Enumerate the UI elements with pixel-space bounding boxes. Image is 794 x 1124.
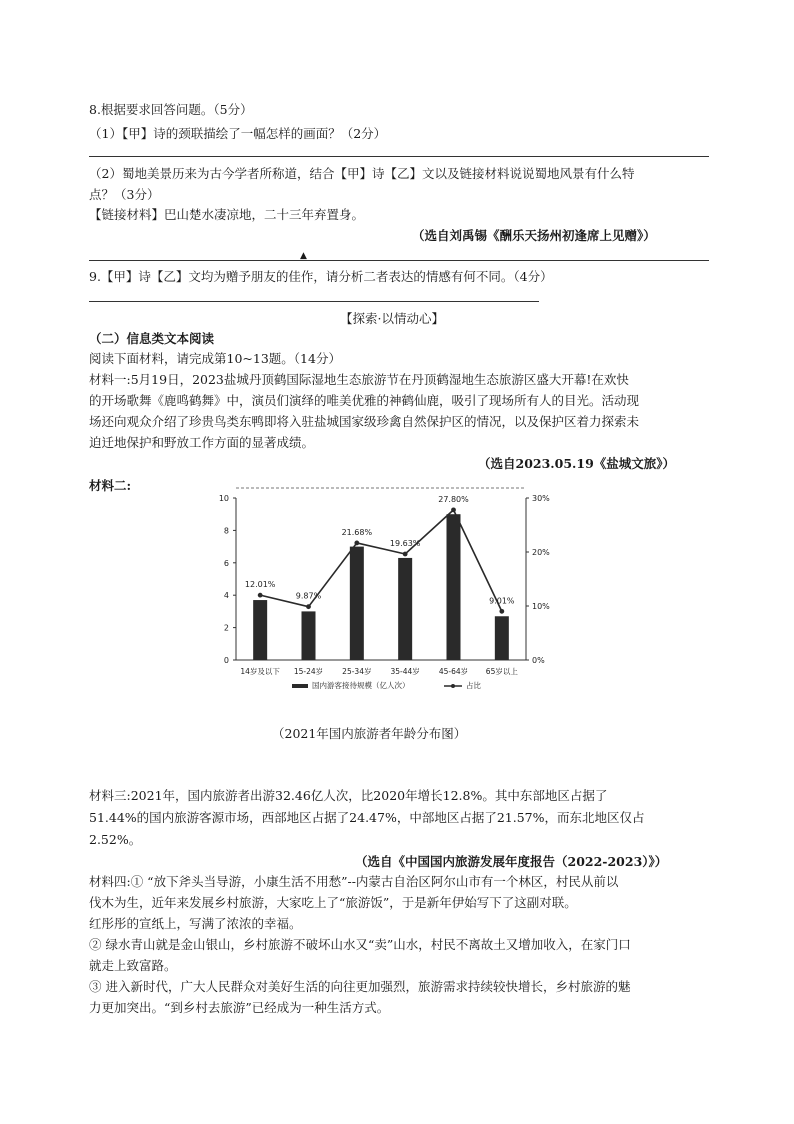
y-right-tick-label: 0% [532,656,545,665]
material3-line1: 材料三:2021年，国内旅游者出游32.46亿人次，比2020年增长12.8%。其中东部地区占据了 [89,788,608,803]
y-left-tick-label: 2 [223,623,229,633]
x-tick-label: 35-44岁 [390,667,420,676]
material1-source: （选自2023.05.19《盐城文旅》） [478,456,676,471]
material4-line6: ③ 进入新时代，广大人民群众对美好生活的向往更加强烈，旅游需求持续较快增长，乡村旅游的魅 [89,979,631,994]
y-left-tick-label: 6 [223,558,229,568]
line-point [451,507,456,512]
q8-title: 8.根据要求回答问题。（5分） [89,102,253,117]
bar [253,600,267,660]
section-heading: （二）信息类文本阅读 [89,331,215,346]
section-instruction: 阅读下面材料，请完成第10~13题。（14分） [89,351,341,366]
bar [398,558,412,660]
x-tick-label: 45-64岁 [438,667,469,676]
line-point [403,552,408,557]
data-label: 9.01% [489,596,515,606]
data-label: 19.63% [389,538,421,548]
legend-bar-label: 国内游客接待规模（亿人次） [312,681,410,690]
data-label: 21.68% [341,527,373,537]
link-source: （选自刘禹锡《酬乐天扬州初逢席上见赠》） [412,228,656,243]
y-left-tick-label: 10 [218,494,229,503]
line-marker-triangle: ▲ [300,251,307,261]
material1-line4: 迫迁地保护和野放工作方面的显著成绩。 [89,435,315,450]
answer-line-1 [89,156,709,157]
material3-source: （选自《中国国内旅游发展年度报告（2022-2023）》） [355,854,668,869]
material4-line2: 伐木为生，近年来发展乡村旅游，大家吃上了“旅游饭”，于是新年伊始写下了这副对联。 [89,895,577,910]
material1-line2: 的开场歌舞《鹿鸣鹤舞》中，演员们演绎的唯美优雅的神鹤仙鹿，吸引了现场所有人的目光。活动现 [89,393,640,408]
bar [302,611,316,660]
y-right-tick-label: 10% [532,602,550,611]
link-material: 【链接材料】巴山楚水凄凉地，二十三年弃置身。 [89,207,365,222]
material4-line4: ② 绿水青山就是金山银山，乡村旅游不破坏山水又“卖”山水，村民不离故土又增加收入，在家门口 [89,937,631,952]
line-point [306,604,311,609]
material1-line3: 场还向观众介绍了珍贵鸟类东鸭即将入驻盐城国家级珍禽自然保护区的情况，以及保护区着力探索未 [89,414,640,429]
q9-text: 9.【甲】诗【乙】文均为赠予朋友的佳作，请分析二者表达的情感有何不同。（4分） [89,269,553,284]
material4-line7: 力更加突出。“到乡村去旅游”已经成为一种生活方式。 [89,1000,390,1015]
material2-label: 材料二: [89,478,132,493]
legend-line-marker [451,684,455,688]
material4-line5: 就走上致富路。 [89,958,177,973]
bar [447,514,461,660]
x-tick-label: 65岁以上 [485,667,518,676]
material4-line1: 材料四:① “放下斧头当导游，小康生活不用愁”--内蒙古自治区阿尔山市有一个林区，村民从前以 [89,874,619,889]
y-right-tick-label: 30% [532,494,550,503]
answer-line-2 [89,260,709,261]
data-label: 12.01% [244,580,276,590]
material3-line3: 2.52%。 [89,832,142,847]
line-point [258,593,263,598]
data-label: 27.80% [438,494,469,504]
data-label: 9.87% [295,591,322,601]
material3-line2: 51.44%的国内旅游客源市场，西部地区占据了24.47%，中部地区占据了21.57%，而东北地区仅占 [89,810,645,825]
line-point [354,541,359,546]
x-tick-label: 25-34岁 [342,667,372,676]
q8-sub2-line1: （2）蜀地美景历来为古今学者所称道，结合【甲】诗【乙】文以及链接材料说说蜀地风景有什么特 [89,166,635,181]
explore-title: 【探索·以情动心】 [340,311,444,326]
material1-line1: 材料一:5月19日，2023盐城丹顶鹤国际湿地生态旅游节在丹顶鹤湿地生态旅游区盛大开幕!在欢快 [89,372,629,387]
x-tick-label: 14岁及以下 [240,667,280,676]
answer-line-3 [89,301,539,302]
line-point [499,609,504,614]
y-left-tick-label: 4 [223,591,229,601]
q8-sub1: （1）【甲】诗的颈联描绘了一幅怎样的画面？（2分） [89,126,387,141]
y-right-tick-label: 20% [532,548,550,557]
material4-line3: 红彤彤的宣纸上，写满了浓浓的幸福。 [89,916,302,931]
age-distribution-chart [196,482,566,704]
y-left-tick-label: 0 [223,656,229,665]
bar [495,616,509,660]
y-left-tick-label: 8 [223,526,229,536]
q8-sub2-line2: 点？（3分） [89,187,160,202]
bar [350,547,364,660]
x-tick-label: 15-24岁 [293,667,324,676]
legend-line-label: 占比 [466,681,481,690]
legend-bar-swatch [292,684,308,688]
chart-caption: （2021年国内旅游者年龄分布图） [272,726,467,741]
